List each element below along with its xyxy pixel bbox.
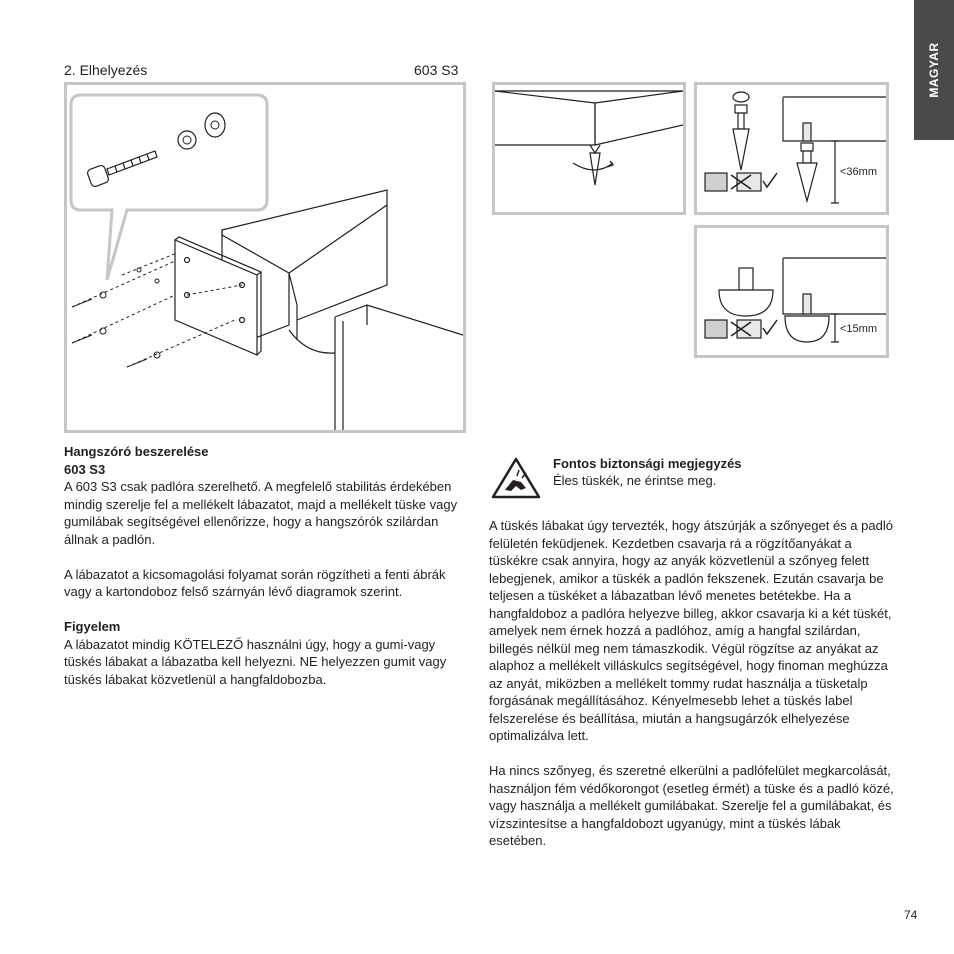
spike-foot-drawing xyxy=(697,85,886,212)
left-column xyxy=(64,443,466,688)
language-tab xyxy=(914,0,954,140)
caution-paragraph: A lábazatot mindig KÖTELEZŐ használni úgy, hogy a gumi-vagy tüskés lábakat a lábazatba kell helyezni. NE helyezzen gumit vagy tüskés lábakat közvetlenül a hangfaldobozba. xyxy=(64,636,447,687)
section-title: 2. Elhelyezés xyxy=(64,62,148,78)
install-paragraph: A 603 S3 csak padlóra szerelhető. A megfelelő stabilitás érdekében mindig szerelje fel a mellékelt lábazatot, majd a mellékelt tüske vagy gumilábak segítségével ellenőrizze, hogy a hangszórók szilárdan állnak a padlón. xyxy=(64,479,458,547)
install-subheading: 603 S3 xyxy=(64,461,106,477)
caution-heading: Figyelem xyxy=(64,619,121,634)
sharp-spike-warning-icon xyxy=(491,456,541,500)
foot-height-label: <15mm xyxy=(840,323,877,335)
rubber-foot-drawing xyxy=(697,228,886,355)
install-heading: Hangszóró beszerelése xyxy=(64,444,209,459)
warning-text: Éles tüskék, ne érintse meg. xyxy=(553,473,717,488)
no-carpet-paragraph: Ha nincs szőnyeg, és szeretné elkerülni a padlófelület megkarcolását, használjon fém védőkorongot (esetleg érmét) a tüske és a padló közé, vagy használja a mellékelt gumilábakat. Szerelje fel a gumilábakat, és vízszintesítse a hangfaldobozt ugyanúgy, mint a tüskés lábak esetében. xyxy=(489,763,894,848)
page-number: 74 xyxy=(904,908,918,922)
rubber-foot-figure xyxy=(694,225,889,358)
language-tab-label: MAGYAR xyxy=(927,42,941,98)
spike-screw-figure xyxy=(492,82,686,215)
spike-screw-drawing xyxy=(495,85,683,212)
spike-foot-figure xyxy=(694,82,889,215)
plinth-paragraph: A lábazatot a kicsomagolási folyamat során rögzítheti a fenti ábrák vagy a kartondoboz felső szárnyán lévő diagramok szerint. xyxy=(64,566,446,599)
plinth-assembly-drawing xyxy=(67,85,463,430)
model-name: 603 S3 xyxy=(414,62,459,78)
right-column xyxy=(489,517,894,850)
spike-height-label: <36mm xyxy=(840,166,877,178)
warning-heading: Fontos biztonsági megjegyzés xyxy=(553,456,742,471)
spike-paragraph: A tüskés lábakat úgy tervezték, hogy átszúrják a szőnyeget és a padló felületén feküdjenek. Kezdetben csavarja rá a rögzítőanyákat a tüskékre csak annyira, hogy az anyák közvetlenül a szőnyeg felett lebegjenek, amikor a tüskék a padlón fekszenek. Ezután csavarja be teljesen a tüskéket a lábazatban lévő menetes betétekbe. Ha a hangfaldoboz a padlóra helyezve billeg, akkor csavarja ki a két tüskét, amelyek nem érnek hozzá a padlóhoz, amíg a hangfal szilárdan, billegés nélkül meg nem támaszkodik. Végül rögzítse az anyákat az alaphoz a mellékelt villáskulcs segítségével, hogy finoman meghúzza az anyát, miközben a mellékelt tommy rudat használja a tüsketalp forgásának megállításához. Kényelmesebb lehet a tüskés label felszerelése és beállítása, miután a hangsugárzók elhelyezése optimalizálva lett. xyxy=(489,518,893,743)
plinth-assembly-figure xyxy=(64,82,466,433)
